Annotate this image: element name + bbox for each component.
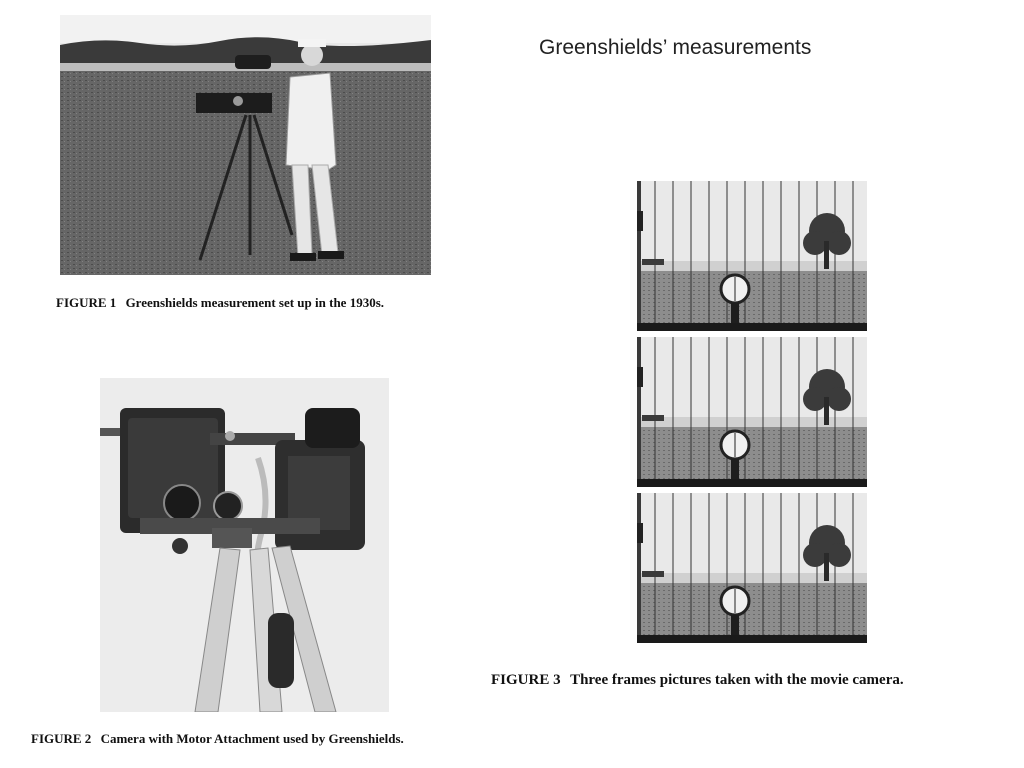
figure-3-caption-text: Three frames pictures taken with the movie camera. [570, 672, 904, 688]
figure-2-number: FIGURE 2 [31, 731, 92, 746]
figure-1-number: FIGURE 1 [56, 295, 117, 310]
figure-3-film-strip [637, 181, 867, 646]
figure-2-caption [31, 731, 404, 747]
figure-1-photo [60, 15, 431, 275]
figure-3-caption [491, 672, 904, 689]
figure-1-caption-text: Greenshields measurement set up in the 1930s. [125, 295, 385, 310]
figure-3-number: FIGURE 3 [491, 672, 561, 688]
figure-2-caption-text: Camera with Motor Attachment used by Greenshields. [100, 731, 404, 746]
figure-1-caption [56, 295, 384, 311]
slide-title: Greenshields’ measurements [539, 36, 812, 59]
figure-2-photo [100, 378, 389, 712]
